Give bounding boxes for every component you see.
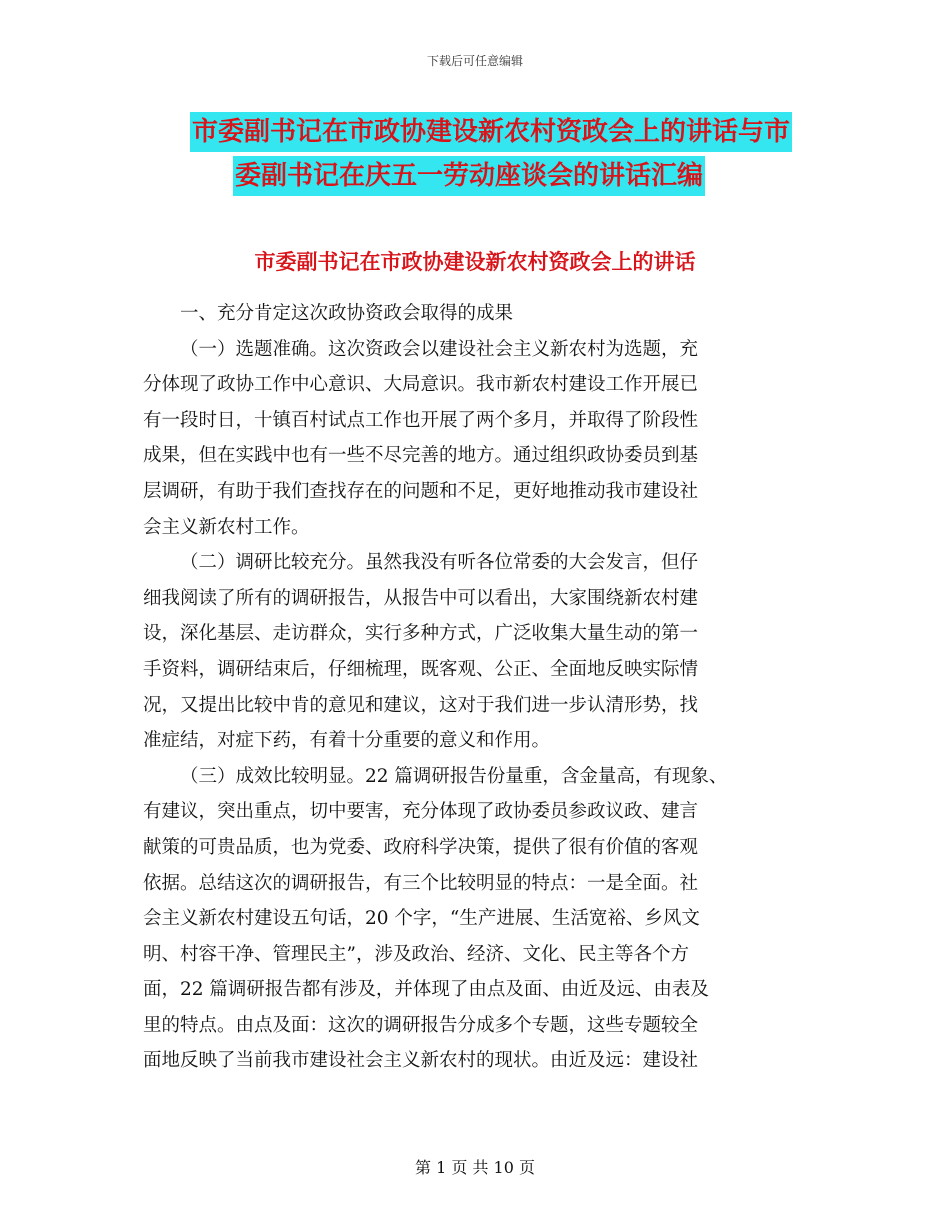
text-line: 设，深化基层、走访群众，实行多种方式，广泛收集大量生动的第一	[143, 623, 699, 645]
text-line: 献策的可贵品质，也为党委、政府科学决策，提供了很有价值的客观	[143, 836, 699, 858]
text-line: 会主义新农村建设五句话，20 个字，“生产进展、生活宽裕、乡风文	[143, 908, 700, 930]
document-title-line-2: 委副书记在庆五一劳动座谈会的讲话汇编	[233, 156, 705, 196]
text-line: （三）成效比较明显。22 篇调研报告份量重，含金量高，有现象、	[180, 765, 728, 787]
page-number: 第 1 页 共 10 页	[415, 1158, 535, 1177]
text-line: 明、村容干净、管理民主”，涉及政治、经济、文化、民主等各个方	[143, 943, 689, 965]
text-line: （二）调研比较充分。虽然我没有听各位常委的大会发言，但仔	[180, 552, 699, 574]
text-line: 有一段时日，十镇百村试点工作也开展了两个多月，并取得了阶段性	[143, 409, 699, 431]
text-line: 层调研，有助于我们查找存在的问题和不足，更好地推动我市建设社	[143, 480, 699, 502]
paragraph-3	[143, 545, 813, 759]
body-text	[143, 296, 813, 1079]
text-line: 分体现了政协工作中心意识、大局意识。我市新农村建设工作开展已	[143, 374, 699, 396]
document-title-line-1: 市委副书记在市政协建设新农村资政会上的讲话与市	[190, 112, 792, 152]
text-line: 细我阅读了所有的调研报告，从报告中可以看出，大家围绕新农村建	[143, 587, 699, 609]
text-line: （一）选题准确。这次资政会以建设社会主义新农村为选题，充	[180, 338, 699, 360]
text-line: 会主义新农村工作。	[143, 516, 310, 538]
text-line: 有建议，突出重点，切中要害，充分体现了政协委员参政议政、建言	[143, 801, 699, 823]
section-title: 市委副书记在市政协建设新农村资政会上的讲话	[254, 250, 696, 274]
text-line: 手资料，调研结束后，仔细梳理，既客观、公正、全面地反映实际情	[143, 658, 699, 680]
text-line: 况，又提出比较中肯的意见和建议，这对于我们进一步认清形势，找	[143, 694, 699, 716]
paragraph-4	[143, 759, 813, 1079]
text-line: 准症结，对症下药，有着十分重要的意义和作用。	[143, 730, 551, 752]
text-line: 一、充分肯定这次政协资政会取得的成果	[180, 303, 514, 324]
paragraph-2	[143, 332, 813, 546]
header-note: 下载后可任意编辑	[426, 54, 523, 68]
text-line: 面地反映了当前我市建设社会主义新农村的现状。由近及远：建设社	[143, 1050, 699, 1072]
text-line: 面，22 篇调研报告都有涉及，并体现了由点及面、由近及远、由表及	[143, 979, 709, 1001]
text-line: 成果，但在实践中也有一些不尽完善的地方。通过组织政协委员到基	[143, 445, 699, 467]
paragraph-1	[143, 296, 813, 332]
text-line: 依据。总结这次的调研报告，有三个比较明显的特点：一是全面。社	[143, 872, 699, 894]
text-line: 里的特点。由点及面：这次的调研报告分成多个专题，这些专题较全	[143, 1014, 699, 1036]
